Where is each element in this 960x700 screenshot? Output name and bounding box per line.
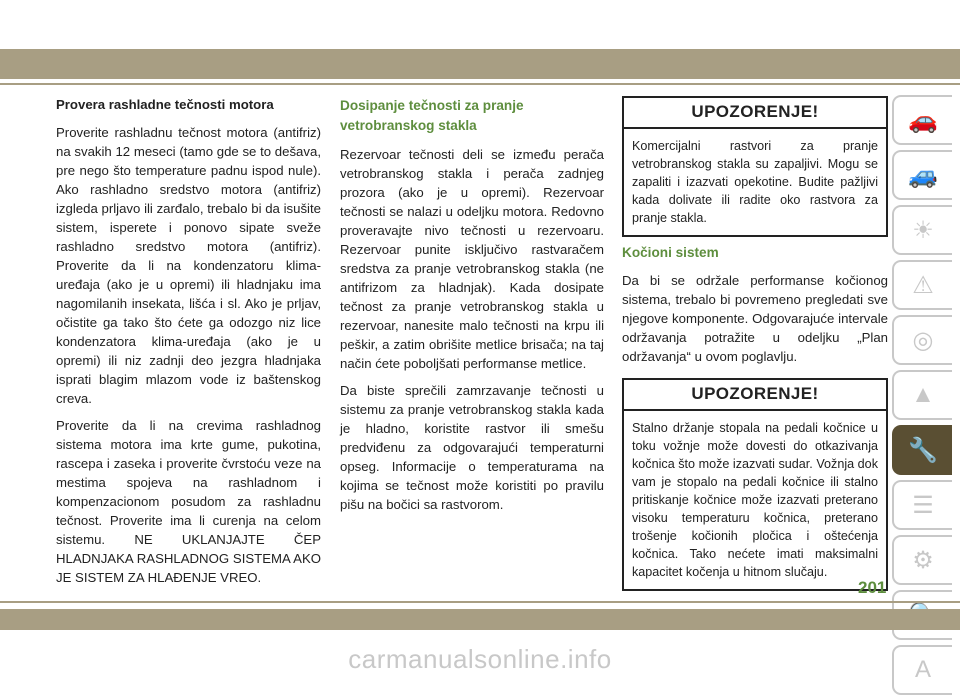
chapter-tab[interactable] <box>892 315 952 365</box>
column-washer <box>340 96 604 522</box>
road-warning-icon: ▲ <box>911 381 935 408</box>
chapter-tab[interactable] <box>892 95 952 145</box>
column-brakes <box>622 96 888 591</box>
car-warning-icon: 🚙 <box>908 161 938 189</box>
car-wrench-icon: 🔧 <box>908 436 938 464</box>
top-band <box>0 49 960 79</box>
sun-message-icon: ☀ <box>912 216 934 244</box>
chapter-tab[interactable] <box>892 370 952 420</box>
column-coolant <box>56 96 321 595</box>
warning-box-brakes <box>622 378 888 591</box>
chapter-tab[interactable] <box>892 425 952 475</box>
heading-coolant: Provera rashladne tečnosti motora <box>56 97 274 112</box>
warning-text: Stalno držanje stopala na pedali kočnice u toku vožnje može dovesti do otkazivanja kočnica što može izazvati sudar. Vožnja dok vam je stopalo na pedali kočnice ili stalno pritiskanje kočnice može izazvati preterano visoku temperaturu kočnica, preterano trošenje kočionih pločica i oštećenja kočnica. Tako nećete imati maksimalni kapacitet kočenja u hitnom slučaju. <box>632 421 878 580</box>
watermark: carmanualsonline.info <box>348 644 612 674</box>
chapter-tab[interactable] <box>892 150 952 200</box>
bottom-rule <box>0 601 960 603</box>
paragraph: Rezervoar tečnosti deli se između perača vetrobranskog stakla i perača zadnjeg prozora (ako je u opremi). Rezervoar tečnosti se nalazi u odeljku motora. Redovno proveravajte nivo tečnosti u rezervoaru. Rezervoar punite isključivo rastvaračem sredstva za pranje vetrobranskog stakla (ne antifrizom za hladnjak). Kada dosipate tečnost za pranje vetrobranskog stakla u rezervoar, nanesite malo tečnosti na krpu ili peškir, a zatim obrišite metlice brisača; na taj način ćete poboljšati performanse metlice. <box>340 146 604 371</box>
steering-wheel-icon: ◎ <box>912 326 934 354</box>
warning-title: UPOZORENJE! <box>624 380 886 411</box>
alphabet-index-icon: A <box>914 656 931 683</box>
paragraph: Da biste sprečili zamrzavanje tečnosti u sistemu za pranje vetrobranskog stakla kada je hladno, koristite rastvor ili smešu predviđenu za odgovarajući temperaturni opseg. Informacije o temperaturama na kojima se tečnost može koristiti po pravilu pišu na bočici sa rastvorom. <box>340 382 604 512</box>
checklist-icon: ☰ <box>912 491 934 519</box>
warning-title: UPOZORENJE! <box>624 98 886 129</box>
bottom-band <box>0 609 960 630</box>
paragraph: Da bi se održale performanse kočionog sistema, trebalo bi povremeno pregledati sve njegove komponente. Odgovarajuće intervale održavanja potražite u odeljku „Plan održavanja“ u ovom poglavlju. <box>622 273 888 365</box>
chapter-tab[interactable] <box>892 480 952 530</box>
chapter-tab[interactable] <box>892 535 952 585</box>
paragraph: Proverite rashladnu tečnost motora (antifriz) na svakih 12 meseci (tamo gde se to dešava, pre nego što temperature padnu ispod nule). Ako rashladno sredstvo motora (antifriz) izgleda prljavo ili zarđalo, trebalo bi da isušite sistem, isperete i ponovo sipate sveže rashladno sredstvo motora (antifriz). Proverite da li na kondenzatoru klima-uređaja (ako je u opremi) ili hladnjaku ima nagomilanih insekata, lišća i sl. Ako je prljav, očistite ga tako što ćete ga odozgo niz lice kondenzatora klima-uređaja (ako je u opremi) ili niz zadnji deo jezgra hladnjaka isprati blagim mlazom vode iz baštenskog creva. <box>56 125 321 407</box>
chapter-tab[interactable] <box>892 205 952 255</box>
page-number: 201 <box>858 578 887 597</box>
paragraph: Proverite da li na crevima rashladnog sistema motora ima krte gume, pukotina, rascepa i zaseka i proverite čvrstoću veze na mestima spojeva na rashladnom i kompenzacionom posudom za rashladnu tečnost. Proverite ima li curenja na celom sistemu. NE UKLANJAJTE ČEP HLADNJAKA RASHLADNOG SISTEMA AKO JE SISTEM ZA HLAĐENJE VREO. <box>56 418 321 586</box>
gear-check-icon: ⚙ <box>912 546 934 574</box>
car-info-icon: 🚗 <box>908 106 938 134</box>
warning-text: Komercijalni rastvori za pranje vetrobranskog stakla su zapaljivi. Mogu se zapaliti i izazvati opekotine. Budite pažljivi kada dolivate ili radite oko rastvora za pranje stakla. <box>632 139 878 225</box>
seat-safety-icon: ⚠ <box>912 271 934 299</box>
heading-brakes: Kočioni sistem <box>622 245 719 260</box>
heading-washer: Dosipanje tečnosti za pranje vetrobranskog stakla <box>340 98 524 134</box>
chapter-tab[interactable] <box>892 260 952 310</box>
top-rule <box>0 83 960 85</box>
warning-box-flammable <box>622 96 888 237</box>
